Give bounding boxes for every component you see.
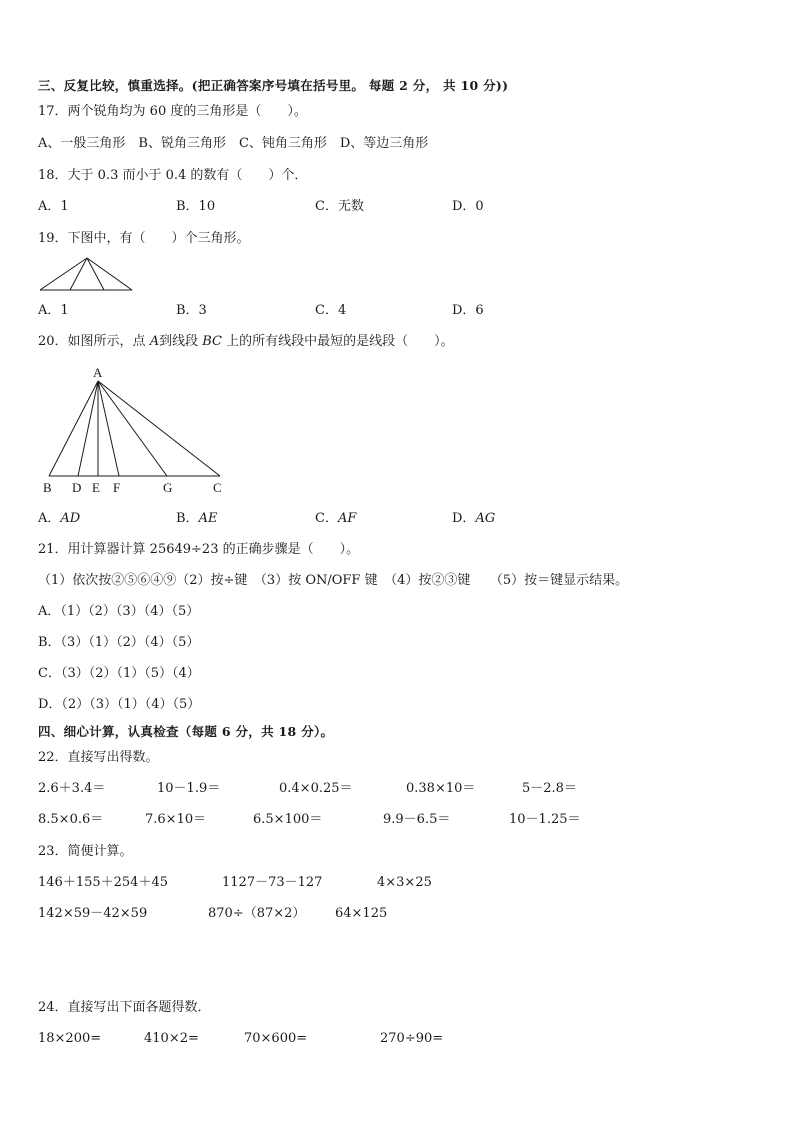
q23-item: 870÷（87×2） [208,906,306,921]
q23-item: 142×59－42×59 [38,906,148,921]
q20-stem-post: 上的所有线段中最短的是线段（ ）。 [221,334,454,349]
q21-option-c: C．（3）（2）（1）（5）（4） [38,666,200,681]
q17-options: A、一般三角形 B、锐角三角形 C、钝角三角形 D、等边三角形 [38,136,429,151]
q22-item: 0.4×0.25＝ [279,781,353,796]
q20-label-b: B [43,480,52,495]
q22-item: 0.38×10＝ [406,781,476,796]
q18-option-d: D．0 [452,199,484,214]
q19-option-d: D．6 [452,303,484,318]
q20-option-b-prefix: B． [176,511,199,526]
q20-label-f: F [113,480,121,495]
q17-stem: 17．两个锐角均为 60 度的三角形是（ ）。 [38,104,307,119]
q19-option-a: A．1 [38,303,69,318]
q20-option-b-value: AE [198,511,218,526]
q23-item: 1127－73－127 [222,875,323,890]
q24-stem: 24．直接写出下面各题得数． [38,1000,211,1015]
q20-stem-segment-bc: BC [202,334,222,349]
q24-item: 410×2= [144,1031,199,1046]
q20-segment-ab [49,381,98,476]
q22-item: 9.9－6.5＝ [383,812,451,827]
q20-label-e: E [92,480,100,495]
q22-item: 10－1.9＝ [157,781,221,796]
q21-option-a: A．（1）（2）（3）（4）（5） [38,604,200,619]
q20-option-d-prefix: D． [452,511,476,526]
q23-stem: 23．简便计算。 [38,844,133,859]
q20-label-c: C [213,480,222,495]
q23-item: 4×3×25 [377,875,432,890]
q21-steps: （1）依次按②⑤⑥④⑨（2）按÷键 （3）按 ON/OFF 键 （4）按②③键 （5）按＝键显示结果。 [38,573,629,588]
q19-inner-line-2 [87,258,104,290]
q21-option-d: D．（2）（3）（1）（4）（5） [38,697,201,712]
q24-item: 70×600= [244,1031,308,1046]
q20-stem-point-a: A [149,334,160,349]
q20-label-a: A [93,365,103,380]
q24-item: 270÷90= [380,1031,444,1046]
q20-segment-ad [78,381,98,476]
q21-stem: 21．用计算器计算 25649÷23 的正确步骤是（ ）。 [38,542,360,557]
q18-option-c: C．无数 [315,199,364,214]
q22-item: 10－1.25＝ [509,812,581,827]
q20-option-d [452,511,495,527]
q20-label-d: D [72,480,82,495]
q20-stem-mid: 到线段 [159,334,203,349]
q23-item: 64×125 [335,906,388,921]
q20-label-g: G [163,480,173,495]
section-3-heading: 三、反复比较，慎重选择。(把正确答案序号填在括号里。 每题 2 分， 共 10 分)) [38,78,509,93]
q22-item: 6.5×100＝ [253,812,323,827]
q22-item: 2.6＋3.4＝ [38,781,106,796]
q20-option-d-value: AG [475,511,496,526]
q19-triangle-figure [38,256,134,292]
q22-stem: 22．直接写出得数。 [38,750,159,765]
q20-stem [38,334,454,350]
q20-option-a-prefix: A． [38,511,61,526]
q19-right-side [87,258,132,290]
q20-stem-pre: 20．如图所示，点 [38,334,150,349]
q18-stem: 18．大于 0.3 而小于 0.4 的数有（ ）个． [38,168,308,183]
q20-option-c-prefix: C． [315,511,338,526]
q24-item: 18×200= [38,1031,102,1046]
q23-item: 146＋155＋254＋45 [38,875,168,890]
q19-left-side [40,258,87,290]
q19-inner-line-1 [70,258,87,290]
q18-option-a: A．1 [38,199,69,214]
q18-option-b: B．10 [176,199,216,214]
q19-option-c: C．4 [315,303,347,318]
q22-item: 5－2.8＝ [522,781,577,796]
q22-item: 7.6×10＝ [145,812,207,827]
q19-option-b: B．3 [176,303,207,318]
q20-option-b [176,511,217,527]
q20-triangle-figure [36,362,236,498]
q20-option-a-value: AD [60,511,81,526]
q20-option-c-value: AF [337,511,357,526]
q19-stem: 19．下图中，有（ ）个三角形。 [38,231,250,246]
q22-item: 8.5×0.6＝ [38,812,104,827]
q20-option-a [38,511,80,527]
section-4-heading: 四、细心计算，认真检查（每题 6 分，共 18 分）。 [38,724,334,739]
q21-option-b: B．（3）（1）（2）（4）（5） [38,635,200,650]
q20-option-c [315,511,356,527]
